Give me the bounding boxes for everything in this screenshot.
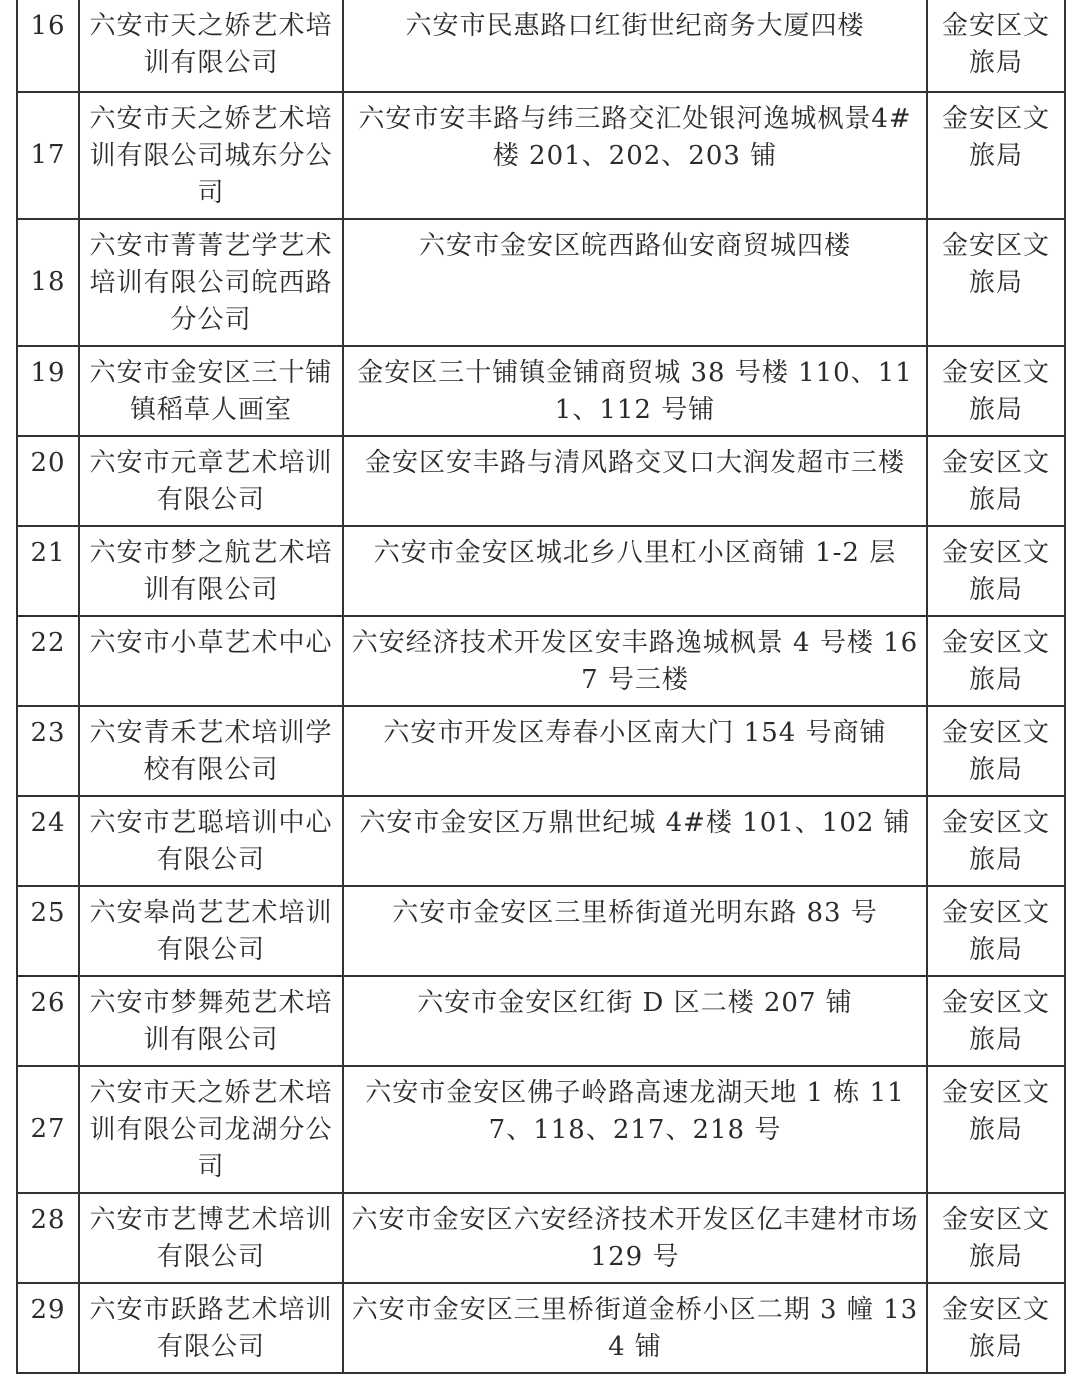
table-row: [17, 219, 1065, 346]
institution-name: 六安市跃路艺术培训有限公司: [79, 1283, 343, 1373]
approval-authority: 金安区文旅局: [927, 616, 1065, 706]
table-row: [17, 526, 1065, 616]
institution-address: 六安市金安区红街 D 区二楼 207 铺: [343, 976, 927, 1066]
approval-authority: 金安区文旅局: [927, 1193, 1065, 1283]
row-number: 24: [17, 796, 79, 886]
table-row: [17, 706, 1065, 796]
table-row: [17, 1193, 1065, 1283]
approval-authority: 金安区文旅局: [927, 92, 1065, 219]
approval-authority: 金安区文旅局: [927, 0, 1065, 92]
institution-address: 金安区三十铺镇金铺商贸城 38 号楼 110、111、112 号铺: [343, 346, 927, 436]
approval-authority: 金安区文旅局: [927, 886, 1065, 976]
institution-address: 六安市开发区寿春小区南大门 154 号商铺: [343, 706, 927, 796]
row-number: 18: [17, 219, 79, 346]
row-number: 22: [17, 616, 79, 706]
row-number: 16: [17, 0, 79, 92]
institution-name: 六安市天之娇艺术培训有限公司城东分公司: [79, 92, 343, 219]
institution-address: 六安市金安区三里桥街道光明东路 83 号: [343, 886, 927, 976]
table-row: [17, 436, 1065, 526]
institution-name: 六安市梦之航艺术培训有限公司: [79, 526, 343, 616]
institution-name: 六安市元章艺术培训有限公司: [79, 436, 343, 526]
approval-authority: 金安区文旅局: [927, 436, 1065, 526]
institution-name: 六安市天之娇艺术培训有限公司: [79, 0, 343, 92]
row-number: 19: [17, 346, 79, 436]
approval-authority: 金安区文旅局: [927, 1283, 1065, 1373]
institution-address: 六安市金安区城北乡八里杠小区商铺 1-2 层: [343, 526, 927, 616]
row-number: 27: [17, 1066, 79, 1193]
row-number: 23: [17, 706, 79, 796]
row-number: 17: [17, 92, 79, 219]
institution-address: 六安市金安区万鼎世纪城 4#楼 101、102 铺: [343, 796, 927, 886]
table-row: [17, 0, 1065, 92]
institution-name: 六安市艺聪培训中心有限公司: [79, 796, 343, 886]
approval-authority: 金安区文旅局: [927, 219, 1065, 346]
institution-name: 六安青禾艺术培训学校有限公司: [79, 706, 343, 796]
institution-address: 六安市金安区六安经济技术开发区亿丰建材市场 129 号: [343, 1193, 927, 1283]
institution-address: 六安市金安区皖西路仙安商贸城四楼: [343, 219, 927, 346]
table-row: [17, 1283, 1065, 1373]
approval-authority: 金安区文旅局: [927, 706, 1065, 796]
institution-name: 六安市艺博艺术培训有限公司: [79, 1193, 343, 1283]
table-row: [17, 92, 1065, 219]
institution-address: 金安区安丰路与清风路交叉口大润发超市三楼: [343, 436, 927, 526]
row-number: 26: [17, 976, 79, 1066]
institution-name: 六安市菁菁艺学艺术培训有限公司皖西路分公司: [79, 219, 343, 346]
institution-address: 六安市金安区三里桥街道金桥小区二期 3 幢 134 铺: [343, 1283, 927, 1373]
row-number: 28: [17, 1193, 79, 1283]
institution-address: 六安经济技术开发区安丰路逸城枫景 4 号楼 167 号三楼: [343, 616, 927, 706]
row-number: 25: [17, 886, 79, 976]
approval-authority: 金安区文旅局: [927, 1066, 1065, 1193]
institution-address: 六安市安丰路与纬三路交汇处银河逸城枫景4#楼 201、202、203 铺: [343, 92, 927, 219]
approval-authority: 金安区文旅局: [927, 976, 1065, 1066]
institution-name: 六安市小草艺术中心: [79, 616, 343, 706]
approval-authority: 金安区文旅局: [927, 526, 1065, 616]
institution-name: 六安市天之娇艺术培训有限公司龙湖分公司: [79, 1066, 343, 1193]
table-row: [17, 886, 1065, 976]
approval-authority: 金安区文旅局: [927, 346, 1065, 436]
institution-address: 六安市民惠路口红街世纪商务大厦四楼: [343, 0, 927, 92]
approval-authority: 金安区文旅局: [927, 796, 1065, 886]
row-number: 29: [17, 1283, 79, 1373]
table-row: [17, 1066, 1065, 1193]
registry-table: [16, 0, 1066, 1374]
row-number: 20: [17, 436, 79, 526]
institution-name: 六安市金安区三十铺镇稻草人画室: [79, 346, 343, 436]
table-row: [17, 616, 1065, 706]
row-number: 21: [17, 526, 79, 616]
table-row: [17, 346, 1065, 436]
institution-address: 六安市金安区佛子岭路高速龙湖天地 1 栋 117、118、217、218 号: [343, 1066, 927, 1193]
institution-name: 六安市梦舞苑艺术培训有限公司: [79, 976, 343, 1066]
institution-name: 六安皋尚艺艺术培训有限公司: [79, 886, 343, 976]
table-row: [17, 976, 1065, 1066]
table-row: [17, 796, 1065, 886]
